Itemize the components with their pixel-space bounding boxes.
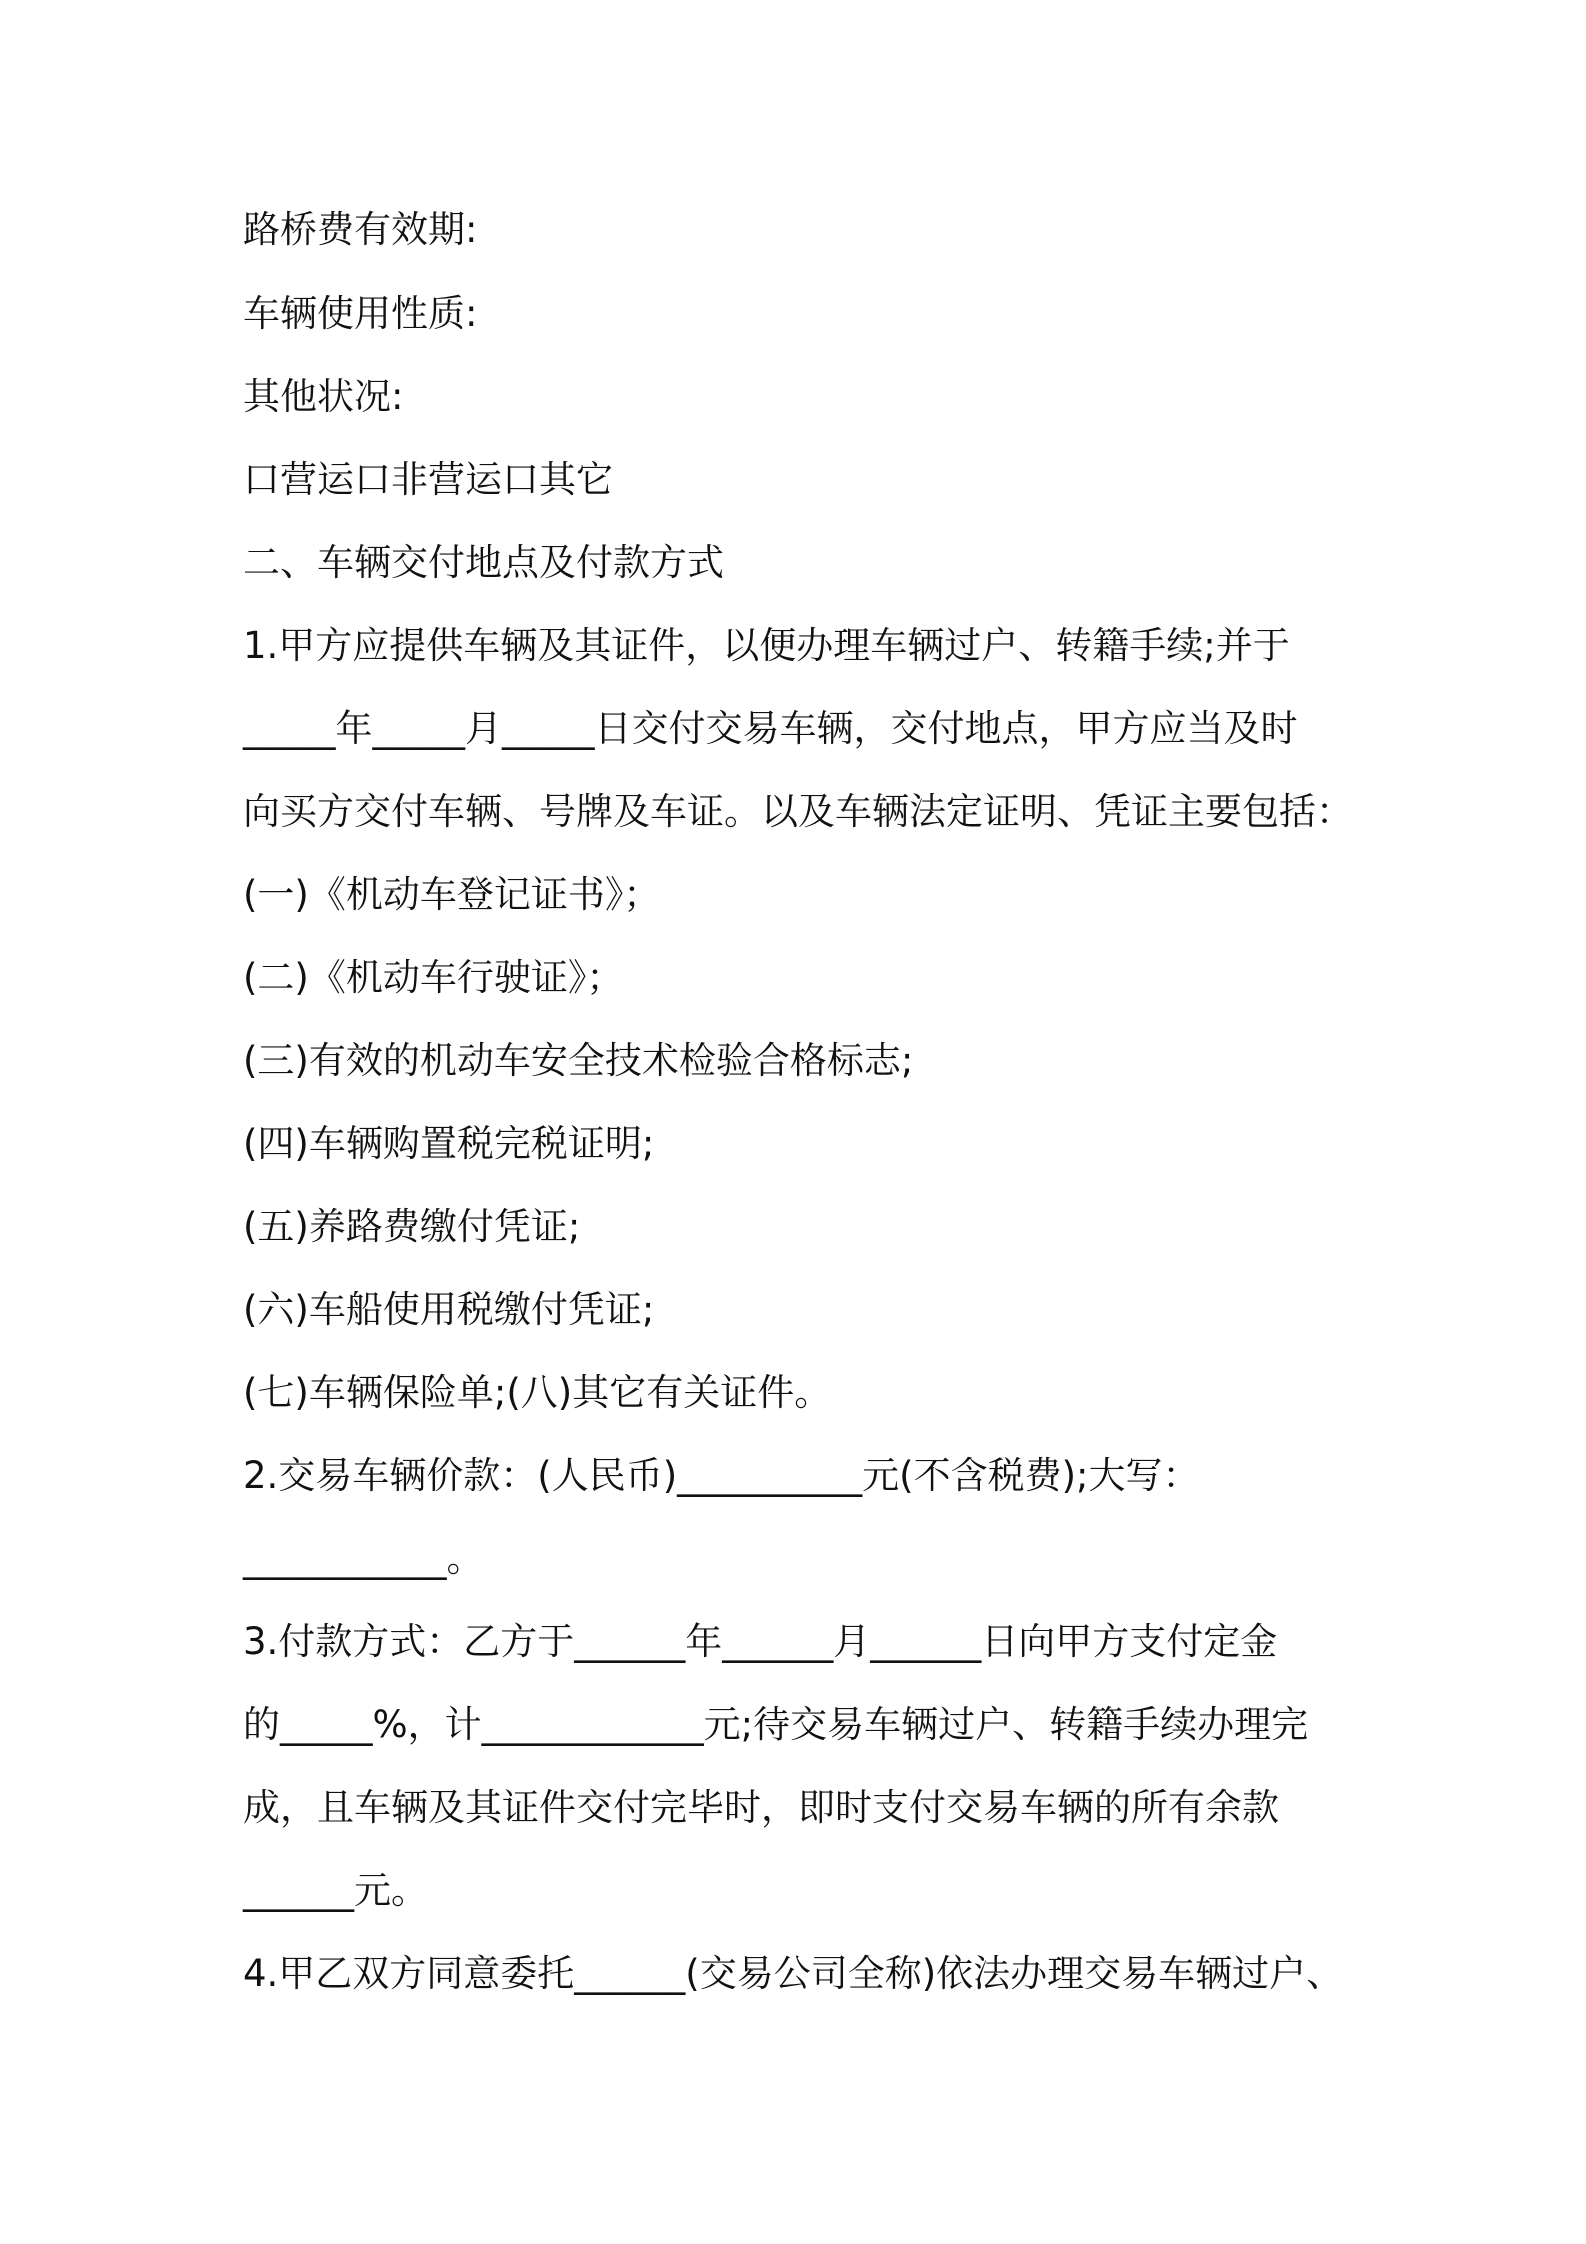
document-item-4: (四)车辆购置税完税证明; bbox=[243, 1122, 655, 1165]
other-conditions-line: 其他状况: bbox=[243, 375, 404, 418]
clause-3-line-4: ______元。 bbox=[243, 1869, 428, 1912]
clause-2-line-2: ___________。 bbox=[243, 1537, 484, 1580]
document-item-1: (一)《机动车登记证书》； bbox=[243, 873, 661, 916]
document-item-2: (二)《机动车行驶证》； bbox=[243, 956, 624, 999]
document-item-5: (五)养路费缴付凭证; bbox=[243, 1205, 581, 1248]
clause-3-line-3: 成，且车辆及其证件交付完毕时，即时支付交易车辆的所有余款 bbox=[243, 1786, 1279, 1829]
clause-1-line-2: _____年_____月_____日交付交易车辆，交付地点，甲方应当及时 bbox=[243, 707, 1298, 750]
document-item-6: (六)车船使用税缴付凭证; bbox=[243, 1288, 655, 1331]
clause-1-line-3: 向买方交付车辆、号牌及车证。以及车辆法定证明、凭证主要包括： bbox=[243, 790, 1353, 833]
clause-3-line-1: 3.付款方式：乙方于______年______月______日向甲方支付定金 bbox=[243, 1620, 1278, 1663]
document-item-3: (三)有效的机动车安全技术检验合格标志; bbox=[243, 1039, 914, 1082]
clause-2-line-1: 2.交易车辆价款：(人民币)__________元(不含税费);大写： bbox=[243, 1454, 1200, 1497]
clause-3-line-2: 的_____%，计____________元;待交易车辆过户、转籍手续办理完 bbox=[243, 1703, 1309, 1746]
operation-type-options-line: 口营运口非营运口其它 bbox=[243, 458, 613, 501]
section-heading-delivery-payment: 二、车辆交付地点及付款方式 bbox=[243, 541, 724, 584]
toll-fee-validity-line: 路桥费有效期: bbox=[243, 208, 478, 251]
clause-1-line-1: 1.甲方应提供车辆及其证件，以便办理车辆过户、转籍手续;并于 bbox=[243, 624, 1290, 667]
vehicle-use-nature-line: 车辆使用性质: bbox=[243, 292, 478, 335]
document-item-7-8: (七)车辆保险单;(八)其它有关证件。 bbox=[243, 1371, 832, 1414]
clause-4-line-1: 4.甲乙双方同意委托______(交易公司全称)依法办理交易车辆过户、 bbox=[243, 1952, 1344, 1995]
